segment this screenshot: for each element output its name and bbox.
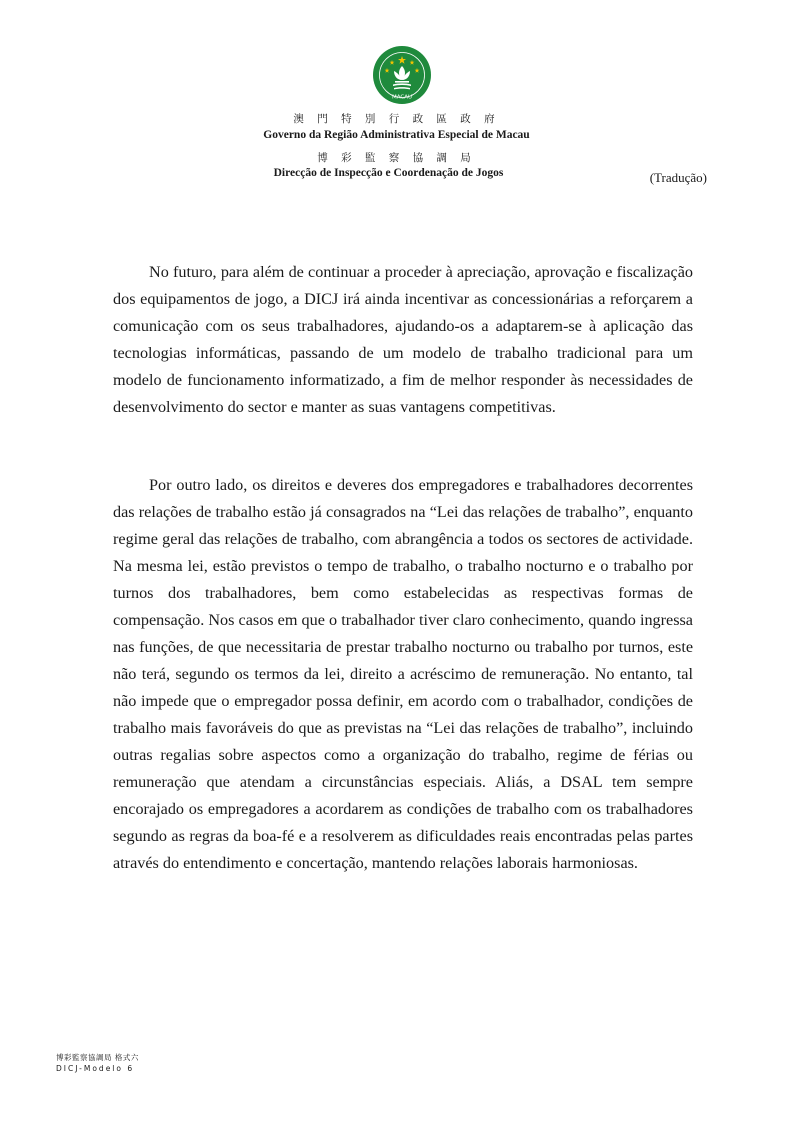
body-paragraph-1 bbox=[113, 259, 693, 421]
body-paragraph-2 bbox=[113, 472, 693, 877]
form-footer bbox=[56, 1052, 139, 1074]
department-chinese-name: 博 彩 監 察 協 調 局 bbox=[317, 152, 476, 164]
paragraph-text: No futuro, para além de continuar a proceder à apreciação, aprovação e fiscalização dos equipamentos de jogo, a DICJ irá ainda incentivar as concessionárias a reforçarem a comunicação com os seus trabalhadores, ajudando-os a adaptarem-se à aplicação das tecnologias informáticas, passando de um modelo de trabalho tradicional para um modelo de funcionamento informatizado, a fim de melhor responder às necessidades de desenvolvimento do sector e manter as suas vantagens competitivas. bbox=[113, 263, 693, 416]
footer-form-code: DICJ-Modelo 6 bbox=[56, 1064, 135, 1073]
department-portuguese-name: Direcção de Inspecção e Coordenação de Jogos bbox=[273, 167, 504, 179]
emblem-label: MACAU bbox=[391, 94, 413, 101]
translation-note: (Tradução) bbox=[649, 170, 707, 185]
footer-chinese-label: 博彩監察協調局 格式六 bbox=[56, 1053, 139, 1062]
macau-emblem bbox=[372, 45, 432, 105]
government-chinese-name: 澳 門 特 別 行 政 區 政 府 bbox=[293, 113, 500, 125]
government-portuguese-name: Governo da Região Administrativa Especial de Macau bbox=[263, 129, 530, 141]
paragraph-text: Por outro lado, os direitos e deveres dos empregadores e trabalhadores decorrentes das relações de trabalho estão já consagrados na “Lei das relações de trabalho”, enquanto regime geral das relações de trabalho, com abrangência a todos os sectores de actividade. Na mesma lei, estão previstos o tempo de trabalho, o trabalho nocturno e o trabalho por turnos dos trabalhadores, bem como estabelecidas as respectivas formas de compensação. Nos casos em que o trabalhador tiver claro conhecimento, quando ingressa nas funções, de que necessitaria de prestar trabalho nocturno ou trabalho por turnos, este não terá, segundo os termos da lei, direito a acréscimo de remuneração. No entanto, tal não impede que o empregador possa definir, em acordo com o trabalhador, condições de trabalho mais favoráveis do que as previstas na “Lei das relações de trabalho”, incluindo outras regalias sobre aspectos como a organização do trabalho, regime de férias ou remuneração que atendam a circunstâncias especiais. Aliás, a DSAL tem sempre encorajado os empregadores a acordarem as condições de trabalho com os trabalhadores segundo as regras da boa-fé e a resolverem as dificuldades reais encontradas pelas partes através do entendimento e concertação, mantendo relações laborais harmoniosas. bbox=[113, 476, 693, 872]
